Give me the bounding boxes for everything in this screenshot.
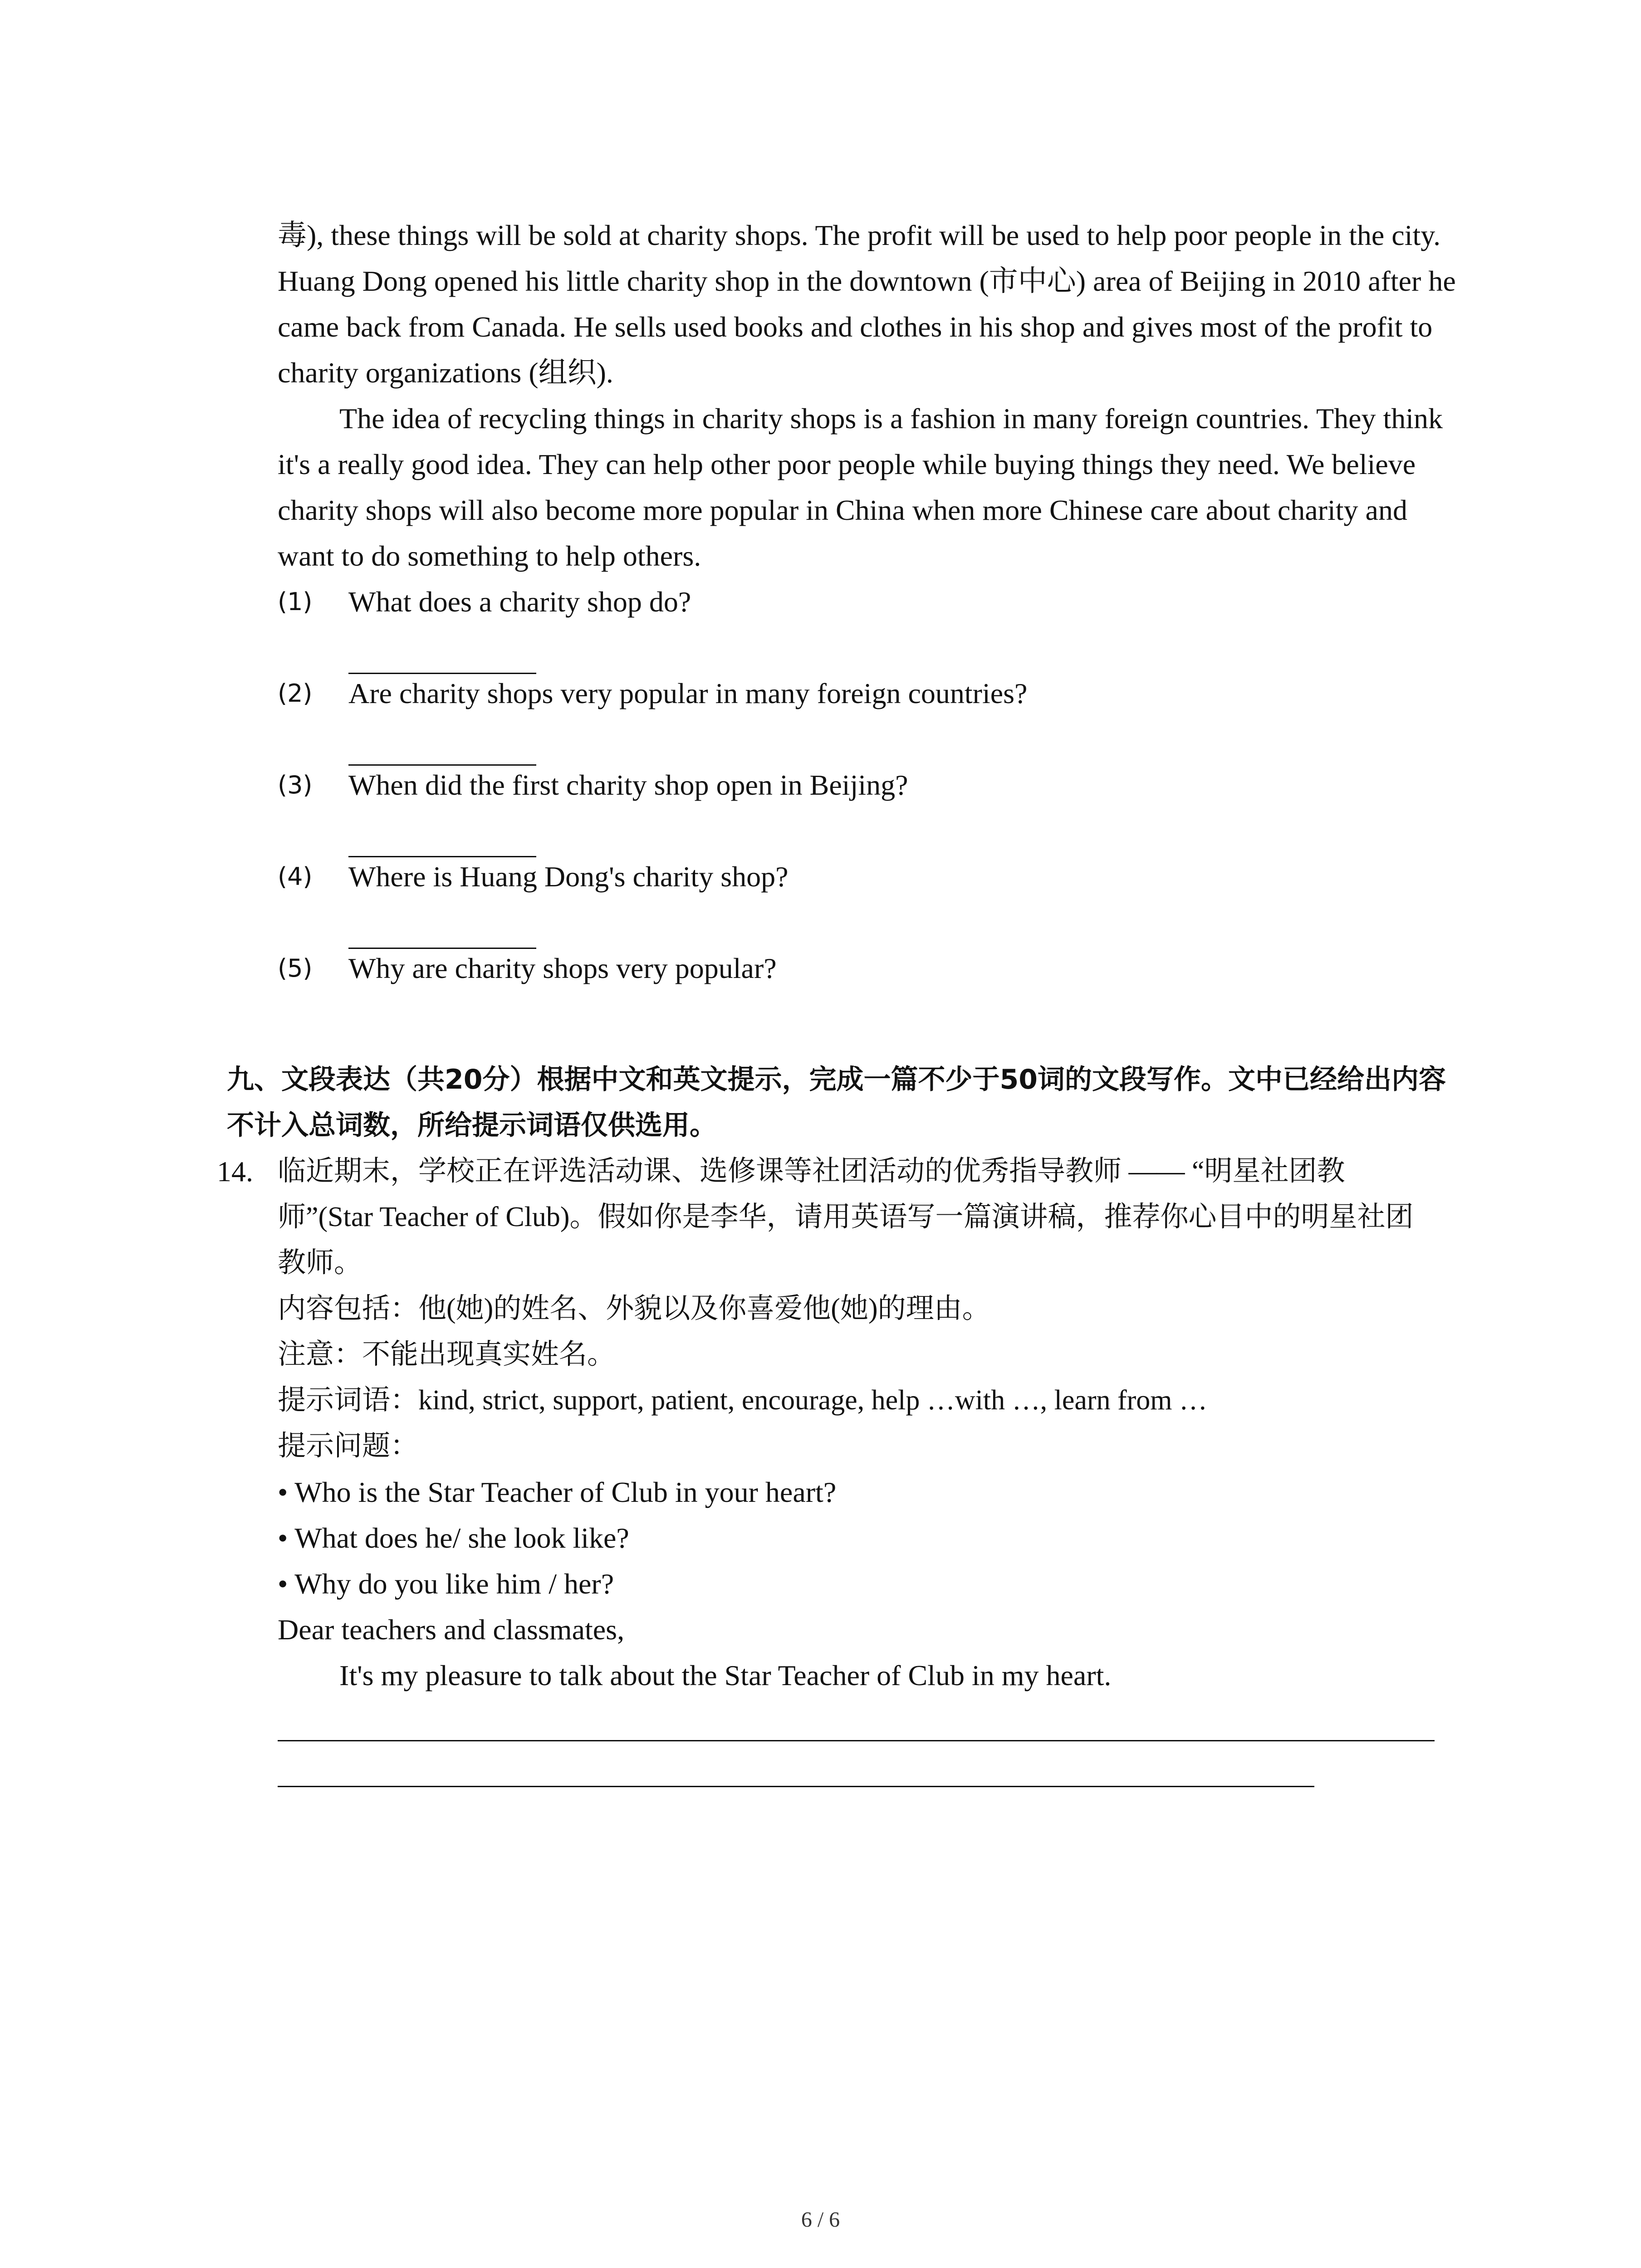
question-text: Are charity shops very popular in many foreign countries?	[348, 677, 1028, 709]
hint-question-2: • What does he/ she look like?	[278, 1522, 629, 1554]
letter-opening: It's my pleasure to talk about the Star Teacher of Club in my heart.	[339, 1659, 1112, 1691]
question-number: (3)	[278, 771, 313, 799]
question-number: (2)	[278, 679, 313, 708]
task-number: 14.	[217, 1155, 253, 1188]
task-hint-questions-label: 提示问题：	[278, 1431, 419, 1461]
page-number: 6 / 6	[801, 2208, 840, 2232]
question-number: (5)	[278, 954, 313, 982]
writing-line-1[interactable]	[278, 1740, 1435, 1741]
passage-paragraph-1: 毒), these things will be sold at charity shops. The profit will be used to help poor people in the city. Huang Dong opened his little charity shop in the downtown (市中心) area of Beijing in 2010 after he came back from Canada. He sells used books and clothes in his shop and gives most of the profit to charity organizations (组织).	[278, 219, 1456, 389]
hint-question-1: • Who is the Star Teacher of Club in your heart?	[278, 1476, 837, 1508]
task-note: 注意：不能出现真实姓名。	[278, 1339, 616, 1370]
question-text: What does a charity shop do?	[348, 586, 691, 618]
passage-paragraph-2: The idea of recycling things in charity shops is a fashion in many foreign countries. They think it's a really good idea. They can help other poor people while buying things they need. We believe charity shops will also become more popular in China when more Chinese care about charity and want to do something to help others.	[278, 402, 1443, 572]
hint-question-3: • Why do you like him / her?	[278, 1568, 614, 1600]
writing-line-2[interactable]	[278, 1786, 1314, 1787]
question-text: Why are charity shops very popular?	[348, 952, 777, 984]
question-number: (4)	[278, 862, 313, 891]
task-prompt: 临近期末，学校正在评选活动课、选修课等社团活动的优秀指导教师 —— “明星社团教师”(Star Teacher of Club)。假如你是李华，请用英语写一篇演讲稿，推荐你心目中的明星社团教师。	[278, 1156, 1414, 1278]
task-hint-words: 提示词语：kind, strict, support, patient, encourage, help …with …, learn from …	[278, 1385, 1208, 1416]
question-text: When did the first charity shop open in Beijing?	[348, 769, 908, 801]
task-content: 内容包括：他(她)的姓名、外貌以及你喜爱他(她)的理由。	[278, 1293, 990, 1324]
question-number: (1)	[278, 587, 313, 616]
section-9-heading: 九、文段表达（共20分）根据中文和英文提示，完成一篇不少于50词的文段写作。文中已经给出内容不计入总词数，所给提示词语仅供选用。	[227, 1064, 1446, 1141]
letter-salutation: Dear teachers and classmates,	[278, 1613, 625, 1646]
question-text: Where is Huang Dong's charity shop?	[348, 860, 789, 893]
